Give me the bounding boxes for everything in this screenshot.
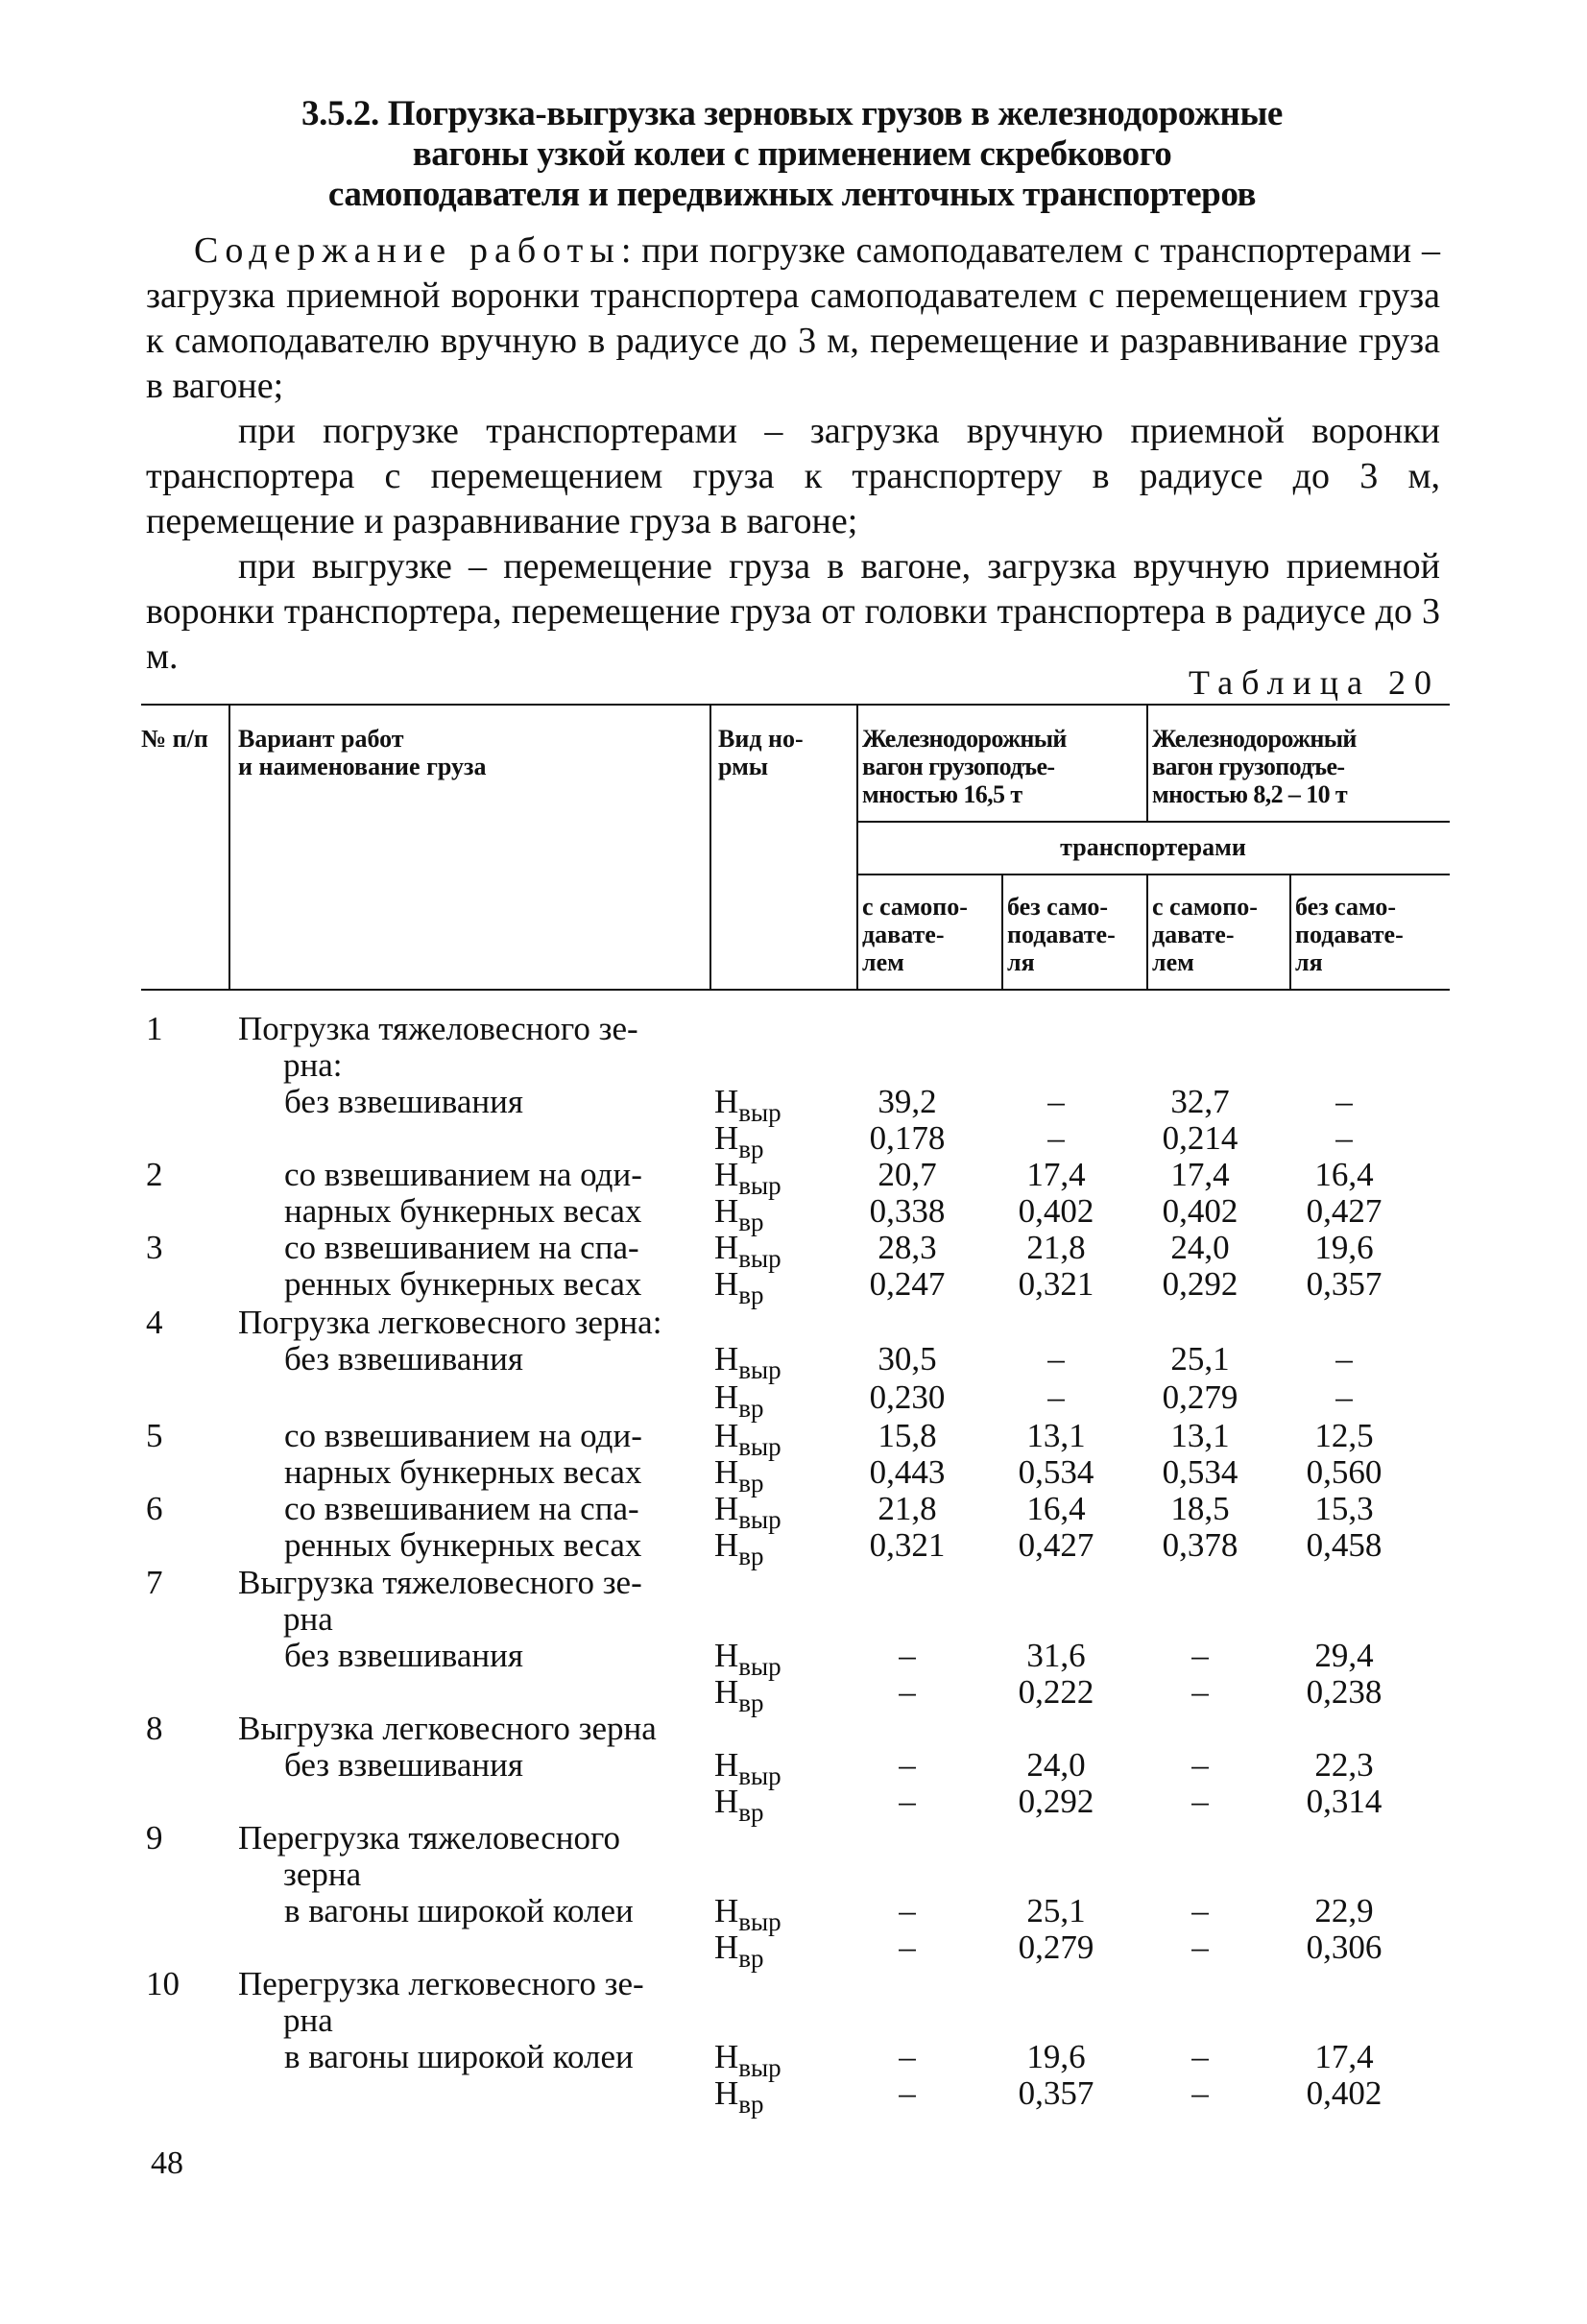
row-6-vr-col-1: 0,321 <box>869 1526 946 1564</box>
row-3-vyr-col-2: 21,8 <box>1026 1229 1086 1266</box>
header-sub1-line-1: с самопо- <box>862 893 968 921</box>
heading-line-2: вагоны узкой колеи с применением скребкового <box>412 134 1172 174</box>
row-1-number: 1 <box>146 1010 163 1047</box>
header-sub-without-feeder-2 <box>1295 893 1404 976</box>
row-1-vr-col-2: – <box>1047 1119 1065 1157</box>
row-7-vr-col-4: 0,238 <box>1306 1673 1383 1711</box>
norm-vr-sub: вр <box>738 1469 764 1497</box>
norm-h: Н <box>714 1892 739 1929</box>
row-9-vyr-col-3: – <box>1191 1892 1209 1929</box>
row-10-number: 10 <box>146 1965 180 2002</box>
row-10-title-line-1: Перегрузка легковесного зе- <box>238 1965 644 2002</box>
row-9-vr-col-4: 0,306 <box>1306 1929 1383 1966</box>
table-col-rule-1 <box>228 704 230 989</box>
row-10-vyr-col-2: 19,6 <box>1026 2038 1086 2075</box>
norm-vr-sub: вр <box>738 2090 764 2119</box>
row-9-vyr-col-2: 25,1 <box>1026 1892 1086 1929</box>
header-wagon-8-2-10 <box>1152 725 1357 808</box>
row-4-vyr-col-1: 30,5 <box>878 1340 937 1378</box>
row-5-subtitle-line-2: нарных бункерных весах <box>284 1453 642 1491</box>
norm-vyr-sub: выр <box>738 1761 781 1790</box>
row-6-subtitle-line-2: ренных бункерных весах <box>284 1526 642 1564</box>
row-8-vr-col-1: – <box>899 1783 916 1820</box>
norm-h: Н <box>714 1083 739 1120</box>
header-num <box>141 725 208 753</box>
row-1-title-line-1: Погрузка тяжеловесного зе- <box>238 1010 638 1047</box>
norm-vyr-sub: выр <box>738 1355 781 1384</box>
row-1-vyr-col-2: – <box>1047 1083 1065 1120</box>
row-1-vr-col-1: 0,178 <box>869 1119 946 1157</box>
row-9-subtitle: в вагоны широкой колеи <box>284 1892 634 1929</box>
norm-h: Н <box>714 1453 739 1491</box>
header-transporters <box>856 833 1450 861</box>
row-4-vyr-col-2: – <box>1047 1340 1065 1378</box>
row-2-subtitle-line-1: со взвешиванием на оди- <box>284 1156 642 1193</box>
row-10-vyr-col-3: – <box>1191 2038 1209 2075</box>
work-content-text: : при погрузке самоподавателем с транспортерами – загрузка приемной воронки транспортера самоподавателем с перемещением груза к самоподавателю вручную в радиусе до 3 м, перемещение и разравнивание груза в вагоне; <box>146 230 1440 406</box>
row-3-vr-col-3: 0,292 <box>1162 1265 1238 1303</box>
header-norm-line-2: рмы <box>718 753 769 780</box>
norm-h: Н <box>714 2038 739 2075</box>
row-1-vyr-col-3: 32,7 <box>1170 1083 1230 1120</box>
row-3-vyr-col-3: 24,0 <box>1170 1229 1230 1266</box>
row-2-vyr-col-2: 17,4 <box>1026 1156 1086 1193</box>
row-9-number: 9 <box>146 1819 163 1857</box>
row-9-norm-vr <box>714 1929 764 1977</box>
loading-transporters-text: при погрузке транспортерами – загрузка вручную приемной воронки транспортера с перемещением груза к транспортеру в радиусе до 3 м, перемещение и разравнивание груза в вагоне; <box>146 411 1440 541</box>
norm-vyr-sub: выр <box>738 1505 781 1534</box>
header-sub-without-feeder-1 <box>1007 893 1116 976</box>
row-6-vyr-col-3: 18,5 <box>1170 1490 1230 1527</box>
header-wagon1-line-2: вагон грузоподъе- <box>862 753 1055 780</box>
row-4-number: 4 <box>146 1304 163 1341</box>
row-8-number: 8 <box>146 1710 163 1747</box>
row-2-number: 2 <box>146 1156 163 1193</box>
row-7-vyr-col-1: – <box>899 1637 916 1674</box>
row-10-vyr-col-1: – <box>899 2038 916 2075</box>
norm-h: Н <box>714 2074 739 2112</box>
row-4-vr-col-4: – <box>1335 1378 1353 1416</box>
row-8-vyr-col-2: 24,0 <box>1026 1746 1086 1784</box>
row-7-title-line-2: рна <box>283 1600 333 1638</box>
norm-vr-sub: вр <box>738 1281 764 1309</box>
norm-vr-sub: вр <box>738 1798 764 1827</box>
row-4-vr-col-2: – <box>1047 1378 1065 1416</box>
row-10-vr-col-3: – <box>1191 2074 1209 2112</box>
row-1-vyr-col-4: – <box>1335 1083 1353 1120</box>
row-3-subtitle-line-2: ренных бункерных весах <box>284 1265 642 1303</box>
row-6-subtitle-line-1: со взвешиванием на спа- <box>284 1490 639 1527</box>
row-1-vr-col-4: – <box>1335 1119 1353 1157</box>
norm-h: Н <box>714 1490 739 1527</box>
norm-vyr-sub: выр <box>738 1244 781 1273</box>
row-4-subtitle: без взвешивания <box>284 1340 523 1378</box>
header-sub3-line-2: давате- <box>1152 921 1235 948</box>
row-1-title-line-2: рна: <box>283 1046 343 1084</box>
row-2-vyr-col-1: 20,7 <box>878 1156 937 1193</box>
row-5-vr-col-3: 0,534 <box>1162 1453 1238 1491</box>
header-sub2-line-3: ля <box>1007 948 1035 976</box>
table-transporters-rule <box>856 874 1450 875</box>
page-number: 48 <box>151 2145 183 2181</box>
row-3-number: 3 <box>146 1229 163 1266</box>
norm-h: Н <box>714 1229 739 1266</box>
row-9-vyr-col-1: – <box>899 1892 916 1929</box>
norm-vyr-sub: выр <box>738 1652 781 1681</box>
table-header-bottom-rule <box>141 989 1450 991</box>
row-10-vr-col-2: 0,357 <box>1018 2074 1094 2112</box>
row-4-title-line-1: Погрузка легковесного зерна: <box>238 1304 662 1341</box>
row-3-subtitle-line-1: со взвешиванием на спа- <box>284 1229 639 1266</box>
header-wagon1-line-3: мностью 16,5 т <box>862 780 1022 808</box>
row-6-number: 6 <box>146 1490 163 1527</box>
norm-h: Н <box>714 1417 739 1454</box>
row-3-vyr-col-1: 28,3 <box>878 1229 937 1266</box>
row-4-vyr-col-3: 25,1 <box>1170 1340 1230 1378</box>
norm-vr-sub: вр <box>738 1394 764 1423</box>
row-6-vyr-col-2: 16,4 <box>1026 1490 1086 1527</box>
header-sub-with-feeder-2 <box>1152 893 1258 976</box>
row-7-vyr-col-3: – <box>1191 1637 1209 1674</box>
row-7-vr-col-2: 0,222 <box>1018 1673 1094 1711</box>
row-5-vyr-col-4: 12,5 <box>1314 1417 1374 1454</box>
row-6-vr-col-2: 0,427 <box>1018 1526 1094 1564</box>
row-7-norm-vr <box>714 1674 764 1721</box>
header-variant-line-2: и наименование груза <box>238 753 487 780</box>
row-2-vr-col-1: 0,338 <box>869 1192 946 1230</box>
row-8-subtitle: без взвешивания <box>284 1746 523 1784</box>
row-8-vyr-col-3: – <box>1191 1746 1209 1784</box>
header-transporters-text: транспортерами <box>1060 833 1246 861</box>
row-5-vyr-col-2: 13,1 <box>1026 1417 1086 1454</box>
row-7-vr-col-3: – <box>1191 1673 1209 1711</box>
norm-vr-sub: вр <box>738 1944 764 1973</box>
heading-line-1: 3.5.2. Погрузка-выгрузка зерновых грузов в железнодорожные <box>301 94 1283 133</box>
row-6-vyr-col-4: 15,3 <box>1314 1490 1374 1527</box>
table-col-rule-4 <box>1146 704 1148 821</box>
row-4-vr-col-3: 0,279 <box>1162 1378 1238 1416</box>
norm-h: Н <box>714 1340 739 1378</box>
norm-vyr-sub: выр <box>738 1171 781 1200</box>
row-8-vyr-col-4: 22,3 <box>1314 1746 1374 1784</box>
row-7-number: 7 <box>146 1564 163 1601</box>
table-col-rule-2 <box>709 704 711 989</box>
row-5-vyr-col-3: 13,1 <box>1170 1417 1230 1454</box>
section-heading <box>134 94 1450 215</box>
row-8-vr-col-2: 0,292 <box>1018 1783 1094 1820</box>
header-sub4-line-3: ля <box>1295 948 1323 976</box>
row-9-vr-col-1: – <box>899 1929 916 1966</box>
row-10-subtitle: в вагоны широкой колеи <box>284 2038 634 2075</box>
header-sub4-line-2: подавате- <box>1295 921 1404 948</box>
header-sub-with-feeder-1 <box>862 893 968 976</box>
row-5-vr-col-1: 0,443 <box>869 1453 946 1491</box>
row-3-vr-col-2: 0,321 <box>1018 1265 1094 1303</box>
norm-vr-sub: вр <box>738 1689 764 1717</box>
norm-h: Н <box>714 1637 739 1674</box>
row-4-vr-col-1: 0,230 <box>869 1378 946 1416</box>
row-5-subtitle-line-1: со взвешиванием на оди- <box>284 1417 642 1454</box>
row-10-vr-col-4: 0,402 <box>1306 2074 1383 2112</box>
header-sub2-line-1: без само- <box>1007 893 1109 921</box>
norm-h: Н <box>714 1526 739 1564</box>
norm-h: Н <box>714 1673 739 1711</box>
norm-vr-sub: вр <box>738 1542 764 1570</box>
row-1-vr-col-3: 0,214 <box>1162 1119 1238 1157</box>
row-8-norm-vr <box>714 1784 764 1831</box>
row-8-title-line-1: Выгрузка легковесного зерна <box>238 1710 657 1747</box>
norm-vyr-sub: выр <box>738 1098 781 1127</box>
row-5-vyr-col-1: 15,8 <box>878 1417 937 1454</box>
norm-h: Н <box>714 1378 739 1416</box>
row-2-vyr-col-3: 17,4 <box>1170 1156 1230 1193</box>
row-5-number: 5 <box>146 1417 163 1454</box>
table-col-rule-7 <box>1289 874 1291 989</box>
row-8-vyr-col-1: – <box>899 1746 916 1784</box>
row-2-vr-col-3: 0,402 <box>1162 1192 1238 1230</box>
row-7-vyr-col-4: 29,4 <box>1314 1637 1374 1674</box>
row-6-norm-vr <box>714 1527 764 1574</box>
header-norm-line-1: Вид но- <box>718 725 804 753</box>
paragraph-work-content <box>146 228 1440 409</box>
header-sub3-line-1: с самопо- <box>1152 893 1258 921</box>
row-9-vr-col-2: 0,279 <box>1018 1929 1094 1966</box>
norm-h: Н <box>714 1156 739 1193</box>
norm-h: Н <box>714 1265 739 1303</box>
row-9-title-line-1: Перегрузка тяжеловесного <box>238 1819 620 1857</box>
row-1-vyr-col-1: 39,2 <box>878 1083 937 1120</box>
row-6-vr-col-4: 0,458 <box>1306 1526 1383 1564</box>
table-caption: Таблица 20 <box>1189 663 1440 702</box>
norm-vyr-sub: выр <box>738 2053 781 2082</box>
header-sub1-line-2: давате- <box>862 921 945 948</box>
header-variant-line-1: Вариант работ <box>238 725 404 753</box>
header-wagon-16-5 <box>862 725 1067 808</box>
norm-vyr-sub: выр <box>738 1907 781 1936</box>
header-wagon1-line-1: Железнодорожный <box>862 725 1067 753</box>
row-2-subtitle-line-2: нарных бункерных весах <box>284 1192 642 1230</box>
header-sub4-line-1: без само- <box>1295 893 1397 921</box>
header-sub3-line-3: лем <box>1152 948 1194 976</box>
row-9-vr-col-3: – <box>1191 1929 1209 1966</box>
row-7-subtitle: без взвешивания <box>284 1637 523 1674</box>
row-7-vyr-col-2: 31,6 <box>1026 1637 1086 1674</box>
header-norm-type <box>718 725 804 780</box>
norm-vr-sub: вр <box>738 1208 764 1236</box>
header-num-text: № п/п <box>141 725 208 753</box>
work-content-lead: Содержание работы <box>194 230 621 271</box>
row-2-vyr-col-4: 16,4 <box>1314 1156 1374 1193</box>
norm-h: Н <box>714 1192 739 1230</box>
header-wagon2-line-2: вагон грузоподъе- <box>1152 753 1345 780</box>
norm-h: Н <box>714 1119 739 1157</box>
table-wagon-rule <box>856 821 1450 823</box>
row-10-norm-vr <box>714 2075 764 2122</box>
row-7-vr-col-1: – <box>899 1673 916 1711</box>
row-3-vr-col-1: 0,247 <box>869 1265 946 1303</box>
header-wagon2-line-3: мностью 8,2 – 10 т <box>1152 780 1348 808</box>
row-10-vr-col-1: – <box>899 2074 916 2112</box>
row-5-vr-col-4: 0,560 <box>1306 1453 1383 1491</box>
row-8-vr-col-4: 0,314 <box>1306 1783 1383 1820</box>
row-10-vyr-col-4: 17,4 <box>1314 2038 1374 2075</box>
row-8-vr-col-3: – <box>1191 1783 1209 1820</box>
paragraph-loading-transporters <box>146 409 1440 544</box>
row-9-vyr-col-4: 22,9 <box>1314 1892 1374 1929</box>
norm-h: Н <box>714 1783 739 1820</box>
header-variant <box>238 725 486 780</box>
row-3-norm-vr <box>714 1266 764 1313</box>
table-top-rule <box>141 704 1450 706</box>
header-wagon2-line-1: Железнодорожный <box>1152 725 1357 753</box>
paragraph-unloading <box>146 544 1440 680</box>
norm-h: Н <box>714 1929 739 1966</box>
row-1-subtitle: без взвешивания <box>284 1083 523 1120</box>
row-6-vyr-col-1: 21,8 <box>878 1490 937 1527</box>
row-4-vyr-col-4: – <box>1335 1340 1353 1378</box>
table-col-rule-6 <box>1146 874 1148 989</box>
row-2-vr-col-2: 0,402 <box>1018 1192 1094 1230</box>
row-3-vyr-col-4: 19,6 <box>1314 1229 1374 1266</box>
norm-h: Н <box>714 1746 739 1784</box>
unloading-text: при выгрузке – перемещение груза в вагоне, загрузка вручную приемной воронки транспортера, перемещение груза от головки транспортера в радиусе до 3 м. <box>146 546 1440 677</box>
row-2-vr-col-4: 0,427 <box>1306 1192 1383 1230</box>
heading-line-3: самоподавателя и передвижных ленточных транспортеров <box>327 175 1257 214</box>
row-3-vr-col-4: 0,357 <box>1306 1265 1383 1303</box>
row-10-title-line-2: рна <box>283 2001 333 2039</box>
table-col-rule-5 <box>1001 874 1003 989</box>
row-7-title-line-1: Выгрузка тяжеловесного зе- <box>238 1564 642 1601</box>
header-sub2-line-2: подавате- <box>1007 921 1116 948</box>
row-6-vr-col-3: 0,378 <box>1162 1526 1238 1564</box>
header-sub1-line-3: лем <box>862 948 904 976</box>
row-9-title-line-2: зерна <box>283 1856 362 1893</box>
row-5-vr-col-2: 0,534 <box>1018 1453 1094 1491</box>
norm-vyr-sub: выр <box>738 1432 781 1461</box>
norm-vr-sub: вр <box>738 1135 764 1163</box>
